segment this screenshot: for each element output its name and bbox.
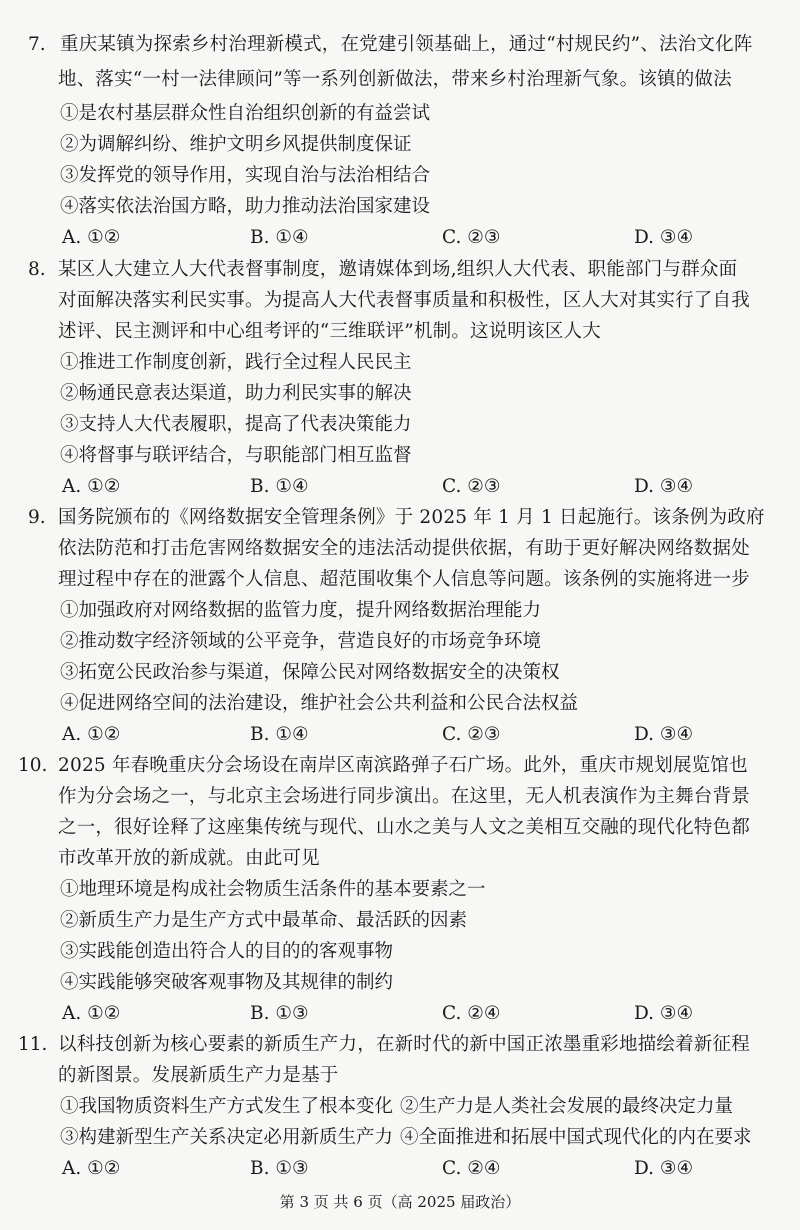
answer-choice-c: C. ②④ bbox=[442, 1158, 501, 1179]
statement-option: ③发挥党的领导作用，实现自治与法治相结合 bbox=[60, 165, 431, 186]
question-number: 8. bbox=[28, 259, 46, 280]
answer-choice-c: C. ②③ bbox=[442, 227, 501, 248]
statement-option: ④促进网络空间的法治建设，维护社会公共利益和公民合法权益 bbox=[60, 693, 579, 714]
question-stem-line: 依法防范和打击危害网络数据安全的违法活动提供依据，有助于更好解决网络数据处 bbox=[58, 538, 750, 559]
statement-option: ②畅通民意表达渠道，助力利民实事的解决 bbox=[60, 383, 412, 404]
statement-option: ④实践能够突破客观事物及其规律的制约 bbox=[60, 972, 394, 993]
statement-option: ③实践能创造出符合人的目的的客观事物 bbox=[60, 941, 394, 962]
answer-choice-b: B. ①④ bbox=[250, 476, 309, 497]
question-stem-line: 作为分会场之一，与北京主会场进行同步演出。在这里，无人机表演作为主舞台背景 bbox=[58, 786, 750, 807]
statement-option: ①加强政府对网络数据的监管力度，提升网络数据治理能力 bbox=[60, 600, 542, 621]
statement-option: ③支持人大代表履职，提高了代表决策能力 bbox=[60, 414, 412, 435]
statement-option: ④将督事与联评结合，与职能部门相互监督 bbox=[60, 445, 412, 466]
question-number: 7. bbox=[28, 34, 46, 55]
statement-option: ①是农村基层群众性自治组织创新的有益尝试 bbox=[60, 103, 431, 124]
answer-choice-a: A. ①② bbox=[62, 476, 121, 497]
answer-choice-d: D. ③④ bbox=[634, 1158, 694, 1179]
statement-option: ①推进工作制度创新，践行全过程人民民主 bbox=[60, 352, 412, 373]
answer-choice-c: C. ②④ bbox=[442, 1003, 501, 1024]
statement-option: ①地理环境是构成社会物质生活条件的基本要素之一 bbox=[60, 879, 486, 900]
question-stem-line: 重庆某镇为探索乡村治理新模式，在党建引领基础上，通过“村规民约”、法治文化阵 bbox=[60, 34, 753, 55]
answer-choice-a: A. ①② bbox=[62, 1158, 121, 1179]
statement-option: ①我国物质资料生产方式发生了根本变化 bbox=[60, 1096, 394, 1117]
answer-choice-a: A. ①② bbox=[62, 1003, 121, 1024]
answer-choice-c: C. ②③ bbox=[442, 724, 501, 745]
question-stem-line: 2025 年春晚重庆分会场设在南岸区南滨路弹子石广场。此外，重庆市规划展览馆也 bbox=[58, 755, 748, 776]
answer-choice-a: A. ①② bbox=[62, 724, 121, 745]
answer-choice-b: B. ①③ bbox=[250, 1003, 309, 1024]
answer-choice-c: C. ②③ bbox=[442, 476, 501, 497]
answer-choice-d: D. ③④ bbox=[634, 227, 694, 248]
question-stem-line: 市改革开放的新成就。由此可见 bbox=[58, 848, 320, 869]
statement-option: ④全面推进和拓展中国式现代化的内在要求 bbox=[400, 1127, 752, 1148]
answer-choice-d: D. ③④ bbox=[634, 476, 694, 497]
statement-option: ②为调解纠纷、维护文明乡风提供制度保证 bbox=[60, 134, 412, 155]
question-stem-line: 理过程中存在的泄露个人信息、超范围收集个人信息等问题。该条例的实施将进一步 bbox=[58, 569, 750, 590]
statement-option: ③拓宽公民政治参与渠道，保障公民对网络数据安全的决策权 bbox=[60, 662, 560, 683]
answer-choice-b: B. ①④ bbox=[250, 227, 309, 248]
statement-option: ②新质生产力是生产方式中最革命、最活跃的因素 bbox=[60, 910, 468, 931]
answer-choice-a: A. ①② bbox=[62, 227, 121, 248]
question-stem-line: 地、落实“一村一法律顾问”等一系列创新做法，带来乡村治理新气象。该镇的做法 bbox=[58, 69, 732, 90]
question-stem-line: 述评、民主测评和中心组考评的“三维联评”机制。这说明该区人大 bbox=[58, 321, 601, 342]
question-number: 11. bbox=[18, 1034, 48, 1055]
page-footer: 第 3 页 共 6 页（高 2025 届政治） bbox=[279, 1193, 521, 1211]
question-number: 9. bbox=[28, 507, 46, 528]
question-stem-line: 的新图景。发展新质生产力是基于 bbox=[58, 1065, 339, 1086]
statement-option: ④落实依法治国方略，助力推动法治国家建设 bbox=[60, 196, 431, 217]
answer-choice-d: D. ③④ bbox=[634, 724, 694, 745]
question-stem-line: 国务院颁布的《网络数据安全管理条例》于 2025 年 1 月 1 日起施行。该条例为政府 bbox=[58, 507, 765, 528]
statement-option: ②推动数字经济领域的公平竞争，营造良好的市场竞争环境 bbox=[60, 631, 542, 652]
question-stem-line: 之一，很好诠释了这座集传统与现代、山水之美与人文之美相互交融的现代化特色都 bbox=[58, 817, 750, 838]
question-stem-line: 某区人大建立人大代表督事制度，邀请媒体到场,组织人大代表、职能部门与群众面 bbox=[58, 259, 738, 280]
statement-option: ②生产力是人类社会发展的最终决定力量 bbox=[400, 1096, 734, 1117]
answer-choice-b: B. ①③ bbox=[250, 1158, 309, 1179]
answer-choice-d: D. ③④ bbox=[634, 1003, 694, 1024]
answer-choice-b: B. ①④ bbox=[250, 724, 309, 745]
question-stem-line: 以科技创新为核心要素的新质生产力，在新时代的新中国正浓墨重彩地描绘着新征程 bbox=[58, 1034, 750, 1055]
question-stem-line: 对面解决落实利民实事。为提高人大代表督事质量和积极性，区人大对其实行了自我 bbox=[58, 290, 750, 311]
statement-option: ③构建新型生产关系决定必用新质生产力 bbox=[60, 1127, 394, 1148]
question-number: 10. bbox=[18, 755, 48, 776]
